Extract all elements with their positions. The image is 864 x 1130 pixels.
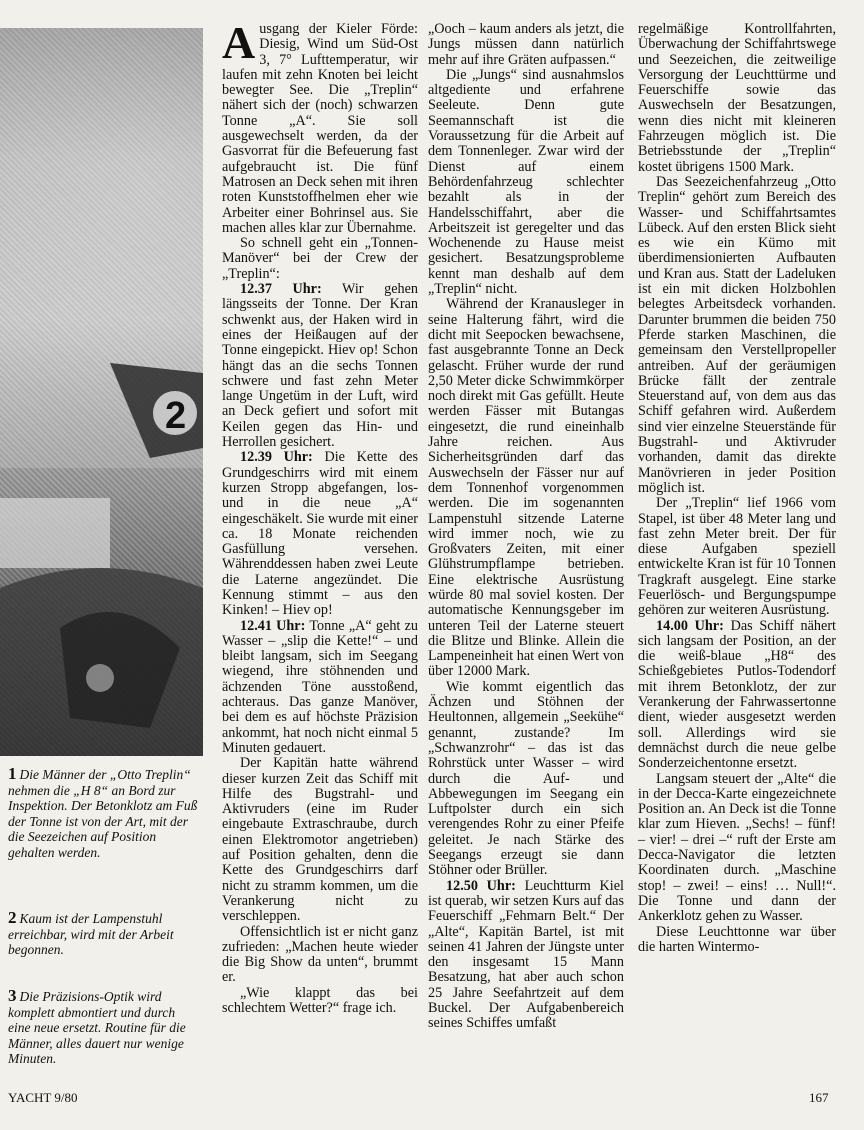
paragraph-text: Das Schiff nähert sich langsam der Position, an der die weiß-blaue „H8“ des Schießgebietes Putlos-Todendorf mit ihrem Betonklotz, der zur Verankerung der Fahrwassertonne dient, wieder ausgesetzt werden soll. Allerdings wird sie demnächst durch die neue gelbe Sonderzeichentonne ersetzt. bbox=[638, 617, 836, 772]
article-column-1 bbox=[222, 17, 418, 1016]
article-paragraph: Langsam steuert der „Alte“ die in der Decca-Karte eingezeichnete Position an. An Deck ist die Tonne klar zum Hieven. „Sechs! – fünf! – vier! – drei –“ ruft der Erste am Decca-Navigator die letzten Koordinaten durch. „Maschine stop! – zwei! – eins! … Null!“. Die Tonne und dann der Ankerklotz gehen zu Wasser. bbox=[638, 770, 836, 925]
buoy-mark: 2 bbox=[165, 395, 187, 437]
paragraph-text: Die Kette des Grundgeschirrs wird mit einem kurzen Stropp abgefangen, los- und in die neue „A“ eingeschäkelt. Sie wurde mit einer ca. 18 Monate reichenden Gasfüllung versehen. Währenddessen haben zwei Leute die Laterne angezündet. Die Kennung stimmt – aus den Kinken! – Hiev op! bbox=[222, 449, 418, 619]
paragraph-text: Wir gehen längsseits der Tonne. Der Kran schwenkt aus, der Haken wird in eines der Heißaugen auf der Tonne eingepickt. Hiev op! Schon hängt das an die sechs Tonnen schwere und fast zehn Meter lange Ungetüm in der Luft, wird an Deck gefiert und sofort mit Keilen gegen das Hin- und Herrollen gesichert. bbox=[222, 281, 418, 451]
caption-3 bbox=[8, 988, 198, 1067]
article-paragraph: Die „Jungs“ sind ausnahmslos altgediente und erfahrene Seeleute. Denn gute Seemannschaft ist die Voraussetzung für die Arbeit auf dem Tonnenleger. Zwar wird der Dienst auf einem Behördenfahrzeug schlechter bezahlt als in der Handelsschiffahrt, aber die Arbeitszeit ist geregelter und das Wochenende zu Hause meist gesichert. Besatzungsprobleme kennt man deshalb auf dem „Treplin“ nicht. bbox=[428, 66, 624, 298]
article-paragraph: regelmäßige Kontrollfahrten, Überwachung der Schiffahrtswege und Seezeichen, die zeitweilige Versorgung der Leuchttürme und Feuerschiffe sowie das Auswechseln der Besatzungen, wenn dies nicht mit kleineren Fahrzeugen möglich ist. Die Betriebsstunde der „Treplin“ kostet übrigens 1500 Mark. bbox=[638, 21, 836, 175]
paragraph-text: Tonne „A“ geht zu Wasser – „slip die Kette!“ – und bleibt langsam, sich im Seegang wiegend, ihre stöhnenden und ächzenden Töne ausstoßend, achteraus. Das ganze Manöver, bei dem es auf höchste Präzision ankommt, hat noch nicht einmal 5 Minuten gedauert. bbox=[222, 617, 418, 756]
caption-2 bbox=[8, 910, 198, 958]
time-stamp: 12.50 Uhr: bbox=[446, 877, 516, 894]
time-stamp: 12.41 Uhr: bbox=[240, 617, 306, 634]
caption-text: Die Präzisions-Optik wird komplett abmontiert und durch eine neue ersetzt. Routine für die Männer, alles dauert nur wenige Minuten. bbox=[8, 989, 186, 1066]
magazine-issue: YACHT 9/80 bbox=[8, 1090, 78, 1105]
photo-illustration bbox=[0, 28, 203, 756]
time-stamp: 14.00 Uhr: bbox=[656, 617, 724, 634]
paragraph-text: Leuchtturm Kiel ist querab, wir setzen Kurs auf das Feuerschiff „Fehmarn Belt.“ Der „Alte“, Kapitän Bartel, ist mit seinen 41 Jahren der Jüngste unter den insgesamt 15 Mann Besatzung, hat aber auch schon 25 Jahre Seefahrtzeit auf dem Buckel. Der Aufgabenbereich seines Schiffes umfaßt bbox=[428, 877, 624, 1032]
article-paragraph: Während der Kranausleger in seine Halterung fährt, wird die dicht mit Seepocken bewachsene, fast ausgebrannte Tonne an Deck gelascht. Früher wurde der rund 2,50 Meter dicke Schwimmkörper noch direkt mit Gas gefüllt. Heute werden Fässer mit Butangas eingesetzt, die rund eineinhalb Jahre reichen. Aus Sicherheitsgründen darf das Auswechseln der Fässer nur auf dem Tonnenhof vorgenommen werden. Die im sogenannten Lampenstuhl sitzende Laterne wird immer noch, wie zu Großvaters Zeiten, mit einer Glühstrumpflampe betrieben. Eine elektrische Ausrüstung würde 80 mal soviel kosten. Der automatische Kennungsgeber im unteren Teil der Laterne steuert die Blitze und Blinke. Allein die Lampeneinheit hat einen Wert von über 12000 Mark. bbox=[428, 296, 624, 680]
article-paragraph bbox=[222, 619, 418, 757]
article-paragraph: Offensichtlich ist er nicht ganz zufrieden: „Machen heute wieder die Big Show da unten“, brummt er. bbox=[222, 923, 418, 986]
article-paragraph: „Ooch – kaum anders als jetzt, die Jungs müssen dann natürlich mehr auf ihre Gräten aufpassen.“ bbox=[428, 21, 624, 68]
caption-number: 3 bbox=[8, 986, 17, 1005]
caption-1 bbox=[8, 766, 198, 860]
article-paragraph: Der Kapitän hatte während dieser kurzen Zeit das Schiff mit Hilfe des Bugstrahl- und Aktivruders (eine im Ruder eingebaute Extraschraube, durch einen Elektromotor angetrieben) auf Position gehalten, denn die Kette des Grundgeschirrs darf nicht zu stramm kommen, um die Verankerung nicht zu verschleppen. bbox=[222, 755, 418, 925]
article-paragraph: Der „Treplin“ lief 1966 vom Stapel, ist über 48 Meter lang und fast zehn Meter breit. Der für diese Aufgaben speziell entwickelte Kran ist für 10 Tonnen Tragkraft ausgelegt. Eine starke Feuerlösch- und Bergungspumpe gehören zur weiteren Ausrüstung. bbox=[638, 495, 836, 619]
buoy-photo bbox=[0, 28, 203, 756]
article-paragraph: So schnell geht ein „Tonnen-Manöver“ bei der Crew der „Treplin“: bbox=[222, 235, 418, 282]
caption-number: 2 bbox=[8, 908, 17, 927]
article-paragraph bbox=[638, 619, 836, 772]
article-paragraph: Diese Leuchttonne war über die harten Wintermo- bbox=[638, 923, 836, 955]
article-paragraph bbox=[222, 450, 418, 618]
article-paragraph bbox=[428, 879, 624, 1032]
time-stamp: 12.37 Uhr: bbox=[240, 281, 322, 298]
page-number: 167 bbox=[809, 1090, 829, 1105]
drop-cap: A bbox=[222, 17, 256, 68]
article-paragraph bbox=[222, 17, 418, 236]
article-paragraph bbox=[222, 282, 418, 450]
caption-number: 1 bbox=[8, 764, 17, 783]
article-paragraph: Wie kommt eigentlich das Ächzen und Stöhnen der Heultonnen, allgemein „Seekühe“ genannt, zustande? Im „Schwanzrohr“ – das ist das Rohrstück unter Wasser – wird durch die Auf- und Abbewegungen im Seegang ein Luftpolster durch ein sich verengendes Rohr zu einer Pfeife geleitet. Je nach Stärke des Seegangs erzeugt sie dann Stöhner oder Brüller. bbox=[428, 678, 624, 879]
article-paragraph: Das Seezeichenfahrzeug „Otto Treplin“ gehört zum Bereich des Wasser- und Schiffahrtsamtes Lübeck. Auf den ersten Blick sieht es wie ein Kümo mit überdimensionierten Aufbauten und Kran aus. Statt der Ladeluken ist ein mit dicken Holzbohlen belegtes Arbeitsdeck vorhanden. Darunter brummen die beiden 750 Pferde starken Maschinen, die gemeinsam den Verstellpropeller antreiben. Auf der geräumigen Brücke fällt der zentrale Steuerstand auf, von dem aus das Schiff gefahren wird. Außerdem sind vier einzelne Steuerstände für Bugstrahl- und Aktivruder vorhanden, damit das direkte Manövrieren in jeder Position möglich ist. bbox=[638, 173, 836, 496]
article-paragraph: „Wie klappt das bei schlechtem Wetter?“ frage ich. bbox=[222, 984, 418, 1016]
caption-text: Kaum ist der Lampenstuhl erreichbar, wird mit der Arbeit begonnen. bbox=[8, 911, 174, 957]
caption-text: Die Männer der „Otto Treplin“ nehmen die „H 8“ an Bord zur Inspektion. Der Betonklotz am Fuß der Tonne ist von der Art, mit der die Seezeichen auf Position gehalten werden. bbox=[8, 767, 198, 860]
article-column-3 bbox=[638, 22, 836, 955]
article-column-2 bbox=[428, 22, 624, 1032]
paragraph-text: usgang der Kieler Förde: Diesig, Wind um Süd-Ost 3, 7° Lufttemperatur, wir laufen mit zehn Knoten bei leicht bewegter See. Die „Treplin“ nähert sich der (noch) schwarzen Tonne „A“. Sie soll ausgewechselt werden, da der Gasvorrat für die Befeuerung fast aufgebraucht ist. Die fünf Matrosen an Deck sehen mit ihren roten Kunststoffhelmen eher wie Arbeiter einer Bohrinsel aus. Sie machen alles klar zur Übernahme. bbox=[222, 21, 418, 236]
time-stamp: 12.39 Uhr: bbox=[240, 449, 313, 466]
